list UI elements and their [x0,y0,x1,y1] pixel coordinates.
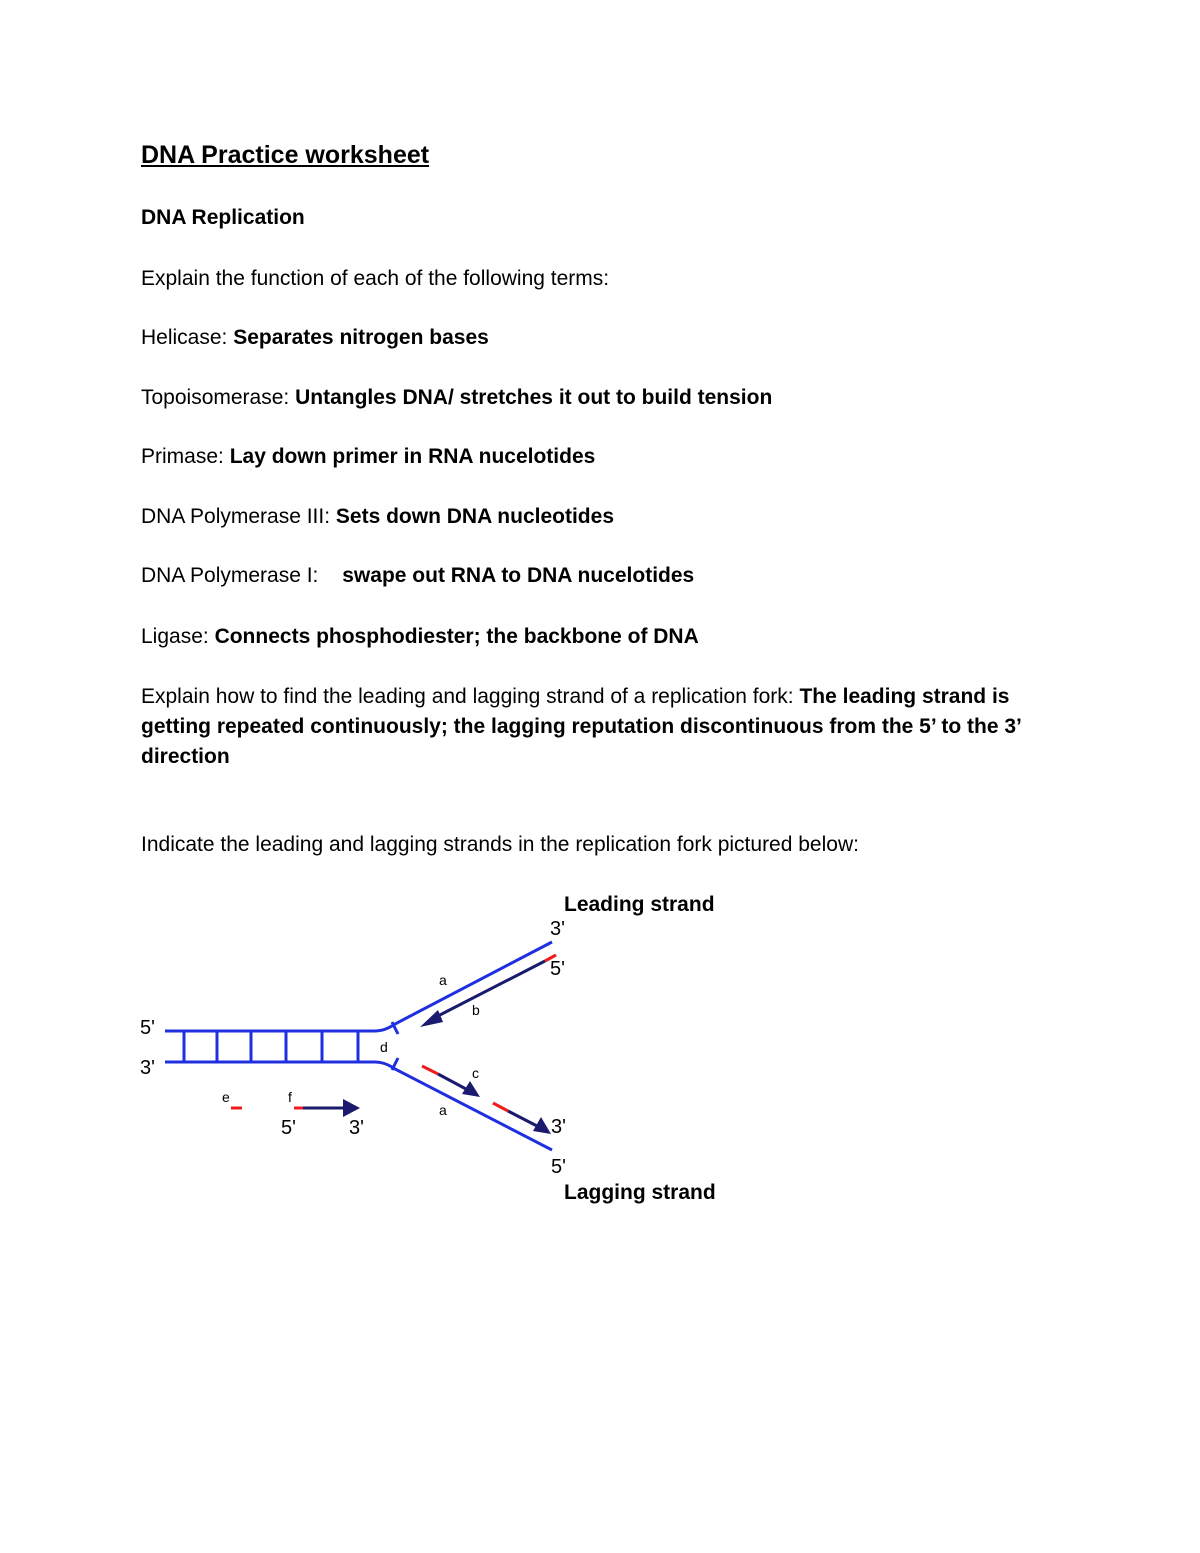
leading-arrowhead [420,1010,443,1027]
question-answer: The leading strand is getting repeated continuously; the lagging reputation discontinuous from the 5’ to the 3’ direction [141,685,1021,768]
base-pair-rungs [184,1031,358,1062]
label-b: b [472,1002,480,1018]
upper-bottom-5prime-label: 5' [550,958,565,980]
term-answer: Untangles DNA/ stretches it out to build tension [295,386,773,409]
term-answer: Sets down DNA nucleotides [335,505,614,528]
leading-new-strand [420,955,556,1027]
okazaki-fragment-2 [508,1111,537,1126]
upper-template-strand [375,942,552,1031]
label-a-upper: a [439,972,447,988]
document-title: DNA Practice worksheet [141,141,430,169]
term-label: Topoisomerase: [141,386,290,409]
lower-3prime-label: 3' [551,1116,566,1138]
lower-5prime-label: 5' [551,1156,566,1178]
term-label: DNA Polymerase I: [141,564,319,587]
label-a-lower: a [439,1102,447,1118]
label-f: f [288,1089,292,1105]
question-prompt: Explain how to find the leading and lagging strand of a replication fork: [141,685,794,708]
term-label: Primase: [141,445,224,468]
diagram-labels [140,893,716,1204]
term-label: DNA Polymerase III: [141,505,331,528]
label-e: e [222,1089,230,1105]
instruction-text: Explain the function of each of the following terms: [141,267,610,290]
term-label: Ligase: [141,625,209,648]
label-c: c [472,1065,479,1081]
term-answer: swape out RNA to DNA nucelotides [342,564,695,587]
leading-strand-label: Leading strand [564,893,715,916]
new-dna-legend-arrowhead [343,1099,360,1117]
upper-top-3prime-label: 3' [550,918,565,940]
left-3prime-label: 3' [140,1057,155,1079]
term-answer: Lay down primer in RNA nucelotides [229,445,596,468]
lagging-fragments [422,1066,551,1134]
okazaki-fragment-1 [438,1074,466,1089]
legend-elements [231,1099,360,1117]
legend-3prime-label: 3' [349,1117,364,1139]
term-answer: Connects phosphodiester; the backbone of DNA [214,625,699,648]
label-d: d [380,1039,388,1055]
section-heading: DNA Replication [141,206,305,229]
lower-template-strand [375,1062,552,1150]
okazaki-primer-2 [493,1103,508,1111]
diagram-prompt: Indicate the leading and lagging strands in the replication fork pictured below: [141,833,859,856]
term-answer: Separates nitrogen bases [233,326,489,349]
leading-new-dna [436,961,545,1017]
lagging-strand-label: Lagging strand [564,1181,716,1204]
parental-duplex [165,1031,375,1062]
legend-5prime-label: 5' [281,1117,296,1139]
okazaki-primer-1 [422,1066,438,1074]
left-5prime-label: 5' [140,1017,155,1039]
term-label: Helicase: [141,326,228,349]
